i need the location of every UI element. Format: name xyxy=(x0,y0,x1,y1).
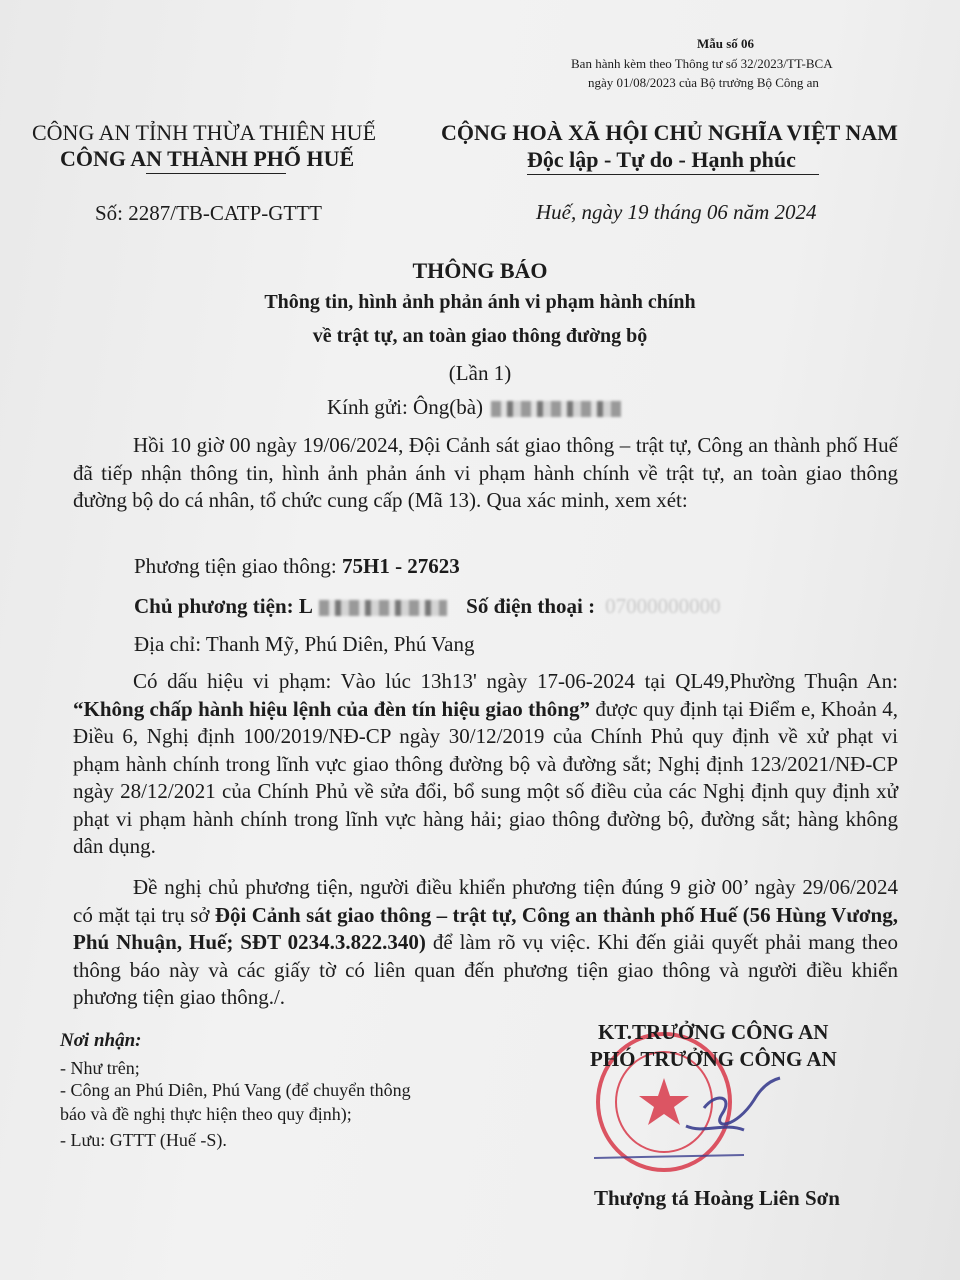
recipient-item: - Lưu: GTTT (Huế -S). xyxy=(60,1130,227,1150)
document-date: Huế, ngày 19 tháng 06 năm 2024 xyxy=(536,200,817,224)
request-location: Đội Cảnh sát giao thông – trật tự, Công an thành phố Huế (56 Hùng Vương, Phú Nhuận, Huế; SĐT 0234.3.822.340) xyxy=(73,902,898,954)
form-issued-line1: Ban hành kèm theo Thông tư số 32/2023/TT-BCA xyxy=(571,56,833,71)
signature-position: PHÓ TRƯỞNG CÔNG AN xyxy=(590,1047,837,1071)
request-instructions: để làm rõ vụ việc. Khi đến giải quyết phải mang theo thông báo này và các giấy tờ có liên quan đến phương tiện giao thông và người điều khiển phương tiện giao thông./. xyxy=(73,930,899,1009)
greeting-label: Kính gửi: Ông(bà) xyxy=(327,395,484,419)
document-subtitle-2: về trật tự, an toàn giao thông đường bộ xyxy=(312,325,648,347)
signature-scribble xyxy=(686,1078,780,1130)
paragraph-intro: Hồi 10 giờ 00 ngày 19/06/2024, Đội Cảnh sát giao thông – trật tự, Công an thành phố Huế đã tiếp nhận thông tin, hình ảnh phản ánh vi phạm hành chính về trật tự, an toàn giao thông đường bộ do cá nhân, tổ chức cung cấp (Mã 13). Qua xác minh, xem xét: xyxy=(73,433,898,512)
national-motto: Độc lập - Tự do - Hạnh phúc xyxy=(527,147,796,172)
vehicle-label: Phương tiện giao thông: xyxy=(134,554,342,578)
signer-name: Thượng tá Hoàng Liên Sơn xyxy=(594,1186,840,1210)
paragraph-request xyxy=(73,874,898,1012)
phone-label: Số điện thoại : xyxy=(466,594,596,618)
recipients-heading: Nơi nhận: xyxy=(60,1030,142,1051)
paragraph-violation xyxy=(73,668,898,861)
recipient-item: báo và đề nghị thực hiện theo quy định); xyxy=(60,1104,352,1124)
issuing-unit: CÔNG AN THÀNH PHỐ HUẾ xyxy=(60,146,355,171)
header-divider-left xyxy=(146,173,286,174)
attempt-number: (Lần 1) xyxy=(448,361,512,385)
national-title: CỘNG HOÀ XÃ HỘI CHỦ NGHĨA VIỆT NAM xyxy=(441,120,898,145)
greeting xyxy=(327,395,621,420)
document-title: THÔNG BÁO xyxy=(412,258,548,283)
vehicle-line xyxy=(134,554,460,579)
violation-description: “Không chấp hành hiệu lệnh của đèn tín hiệu giao thông” xyxy=(73,696,590,721)
redacted-owner xyxy=(319,600,447,616)
owner-initial: L xyxy=(298,594,313,618)
seal-star-icon xyxy=(639,1078,689,1125)
form-number: Mẫu số 06 xyxy=(697,36,755,51)
address-line: Địa chỉ: Thanh Mỹ, Phú Diên, Phú Vang xyxy=(134,632,475,656)
header-divider-right xyxy=(527,174,819,175)
issuing-authority: CÔNG AN TỈNH THỪA THIÊN HUẾ xyxy=(32,120,377,145)
vehicle-plate: 75H1 - 27623 xyxy=(341,554,460,578)
document-number: Số: 2287/TB-CATP-GTTT xyxy=(95,201,322,225)
form-issued-line2: ngày 01/08/2023 của Bộ trưởng Bộ Công an xyxy=(588,75,819,90)
document-subtitle-1: Thông tin, hình ảnh phản ánh vi phạm hành chính xyxy=(264,291,696,313)
recipient-item: - Như trên; xyxy=(60,1058,140,1078)
recipient-item: - Công an Phú Diên, Phú Vang (để chuyển thông xyxy=(60,1080,411,1100)
signature-underline xyxy=(594,1155,744,1158)
redacted-name xyxy=(491,401,621,417)
owner-label: Chủ phương tiện: xyxy=(134,594,299,618)
violation-intro: Có dấu hiệu vi phạm: Vào lúc 13h13' ngày 17-06-2024 tại QL49,Phường Thuận An: xyxy=(133,669,898,693)
signature-authority: KT.TRƯỞNG CÔNG AN xyxy=(598,1020,829,1044)
phone-value: 07000000000 xyxy=(605,594,721,618)
owner-line xyxy=(134,594,721,619)
request-intro: Đề nghị chủ phương tiện, người điều khiển phương tiện đúng 9 giờ 00’ ngày 29/06/2024 có mặt tại trụ sở xyxy=(73,875,898,927)
violation-legal-basis: được quy định tại Điểm e, Khoản 4, Điều 6, Nghị định 100/2019/NĐ-CP ngày 30/12/2019 của Chính Phủ quy định về xử phạt vi phạm hành chính trong lĩnh vực giao thông đường bộ và đường sắt; Nghị định 123/2021/NĐ-CP ngày 28/12/2021 của Chính Phủ về sửa đổi, bổ sung một số điều của các Nghị định quy định xử phạt vi phạm hành chính trong lĩnh vực hàng hải; giao thông đường bộ, đường sắt; hàng không dân dụng. xyxy=(73,696,898,858)
